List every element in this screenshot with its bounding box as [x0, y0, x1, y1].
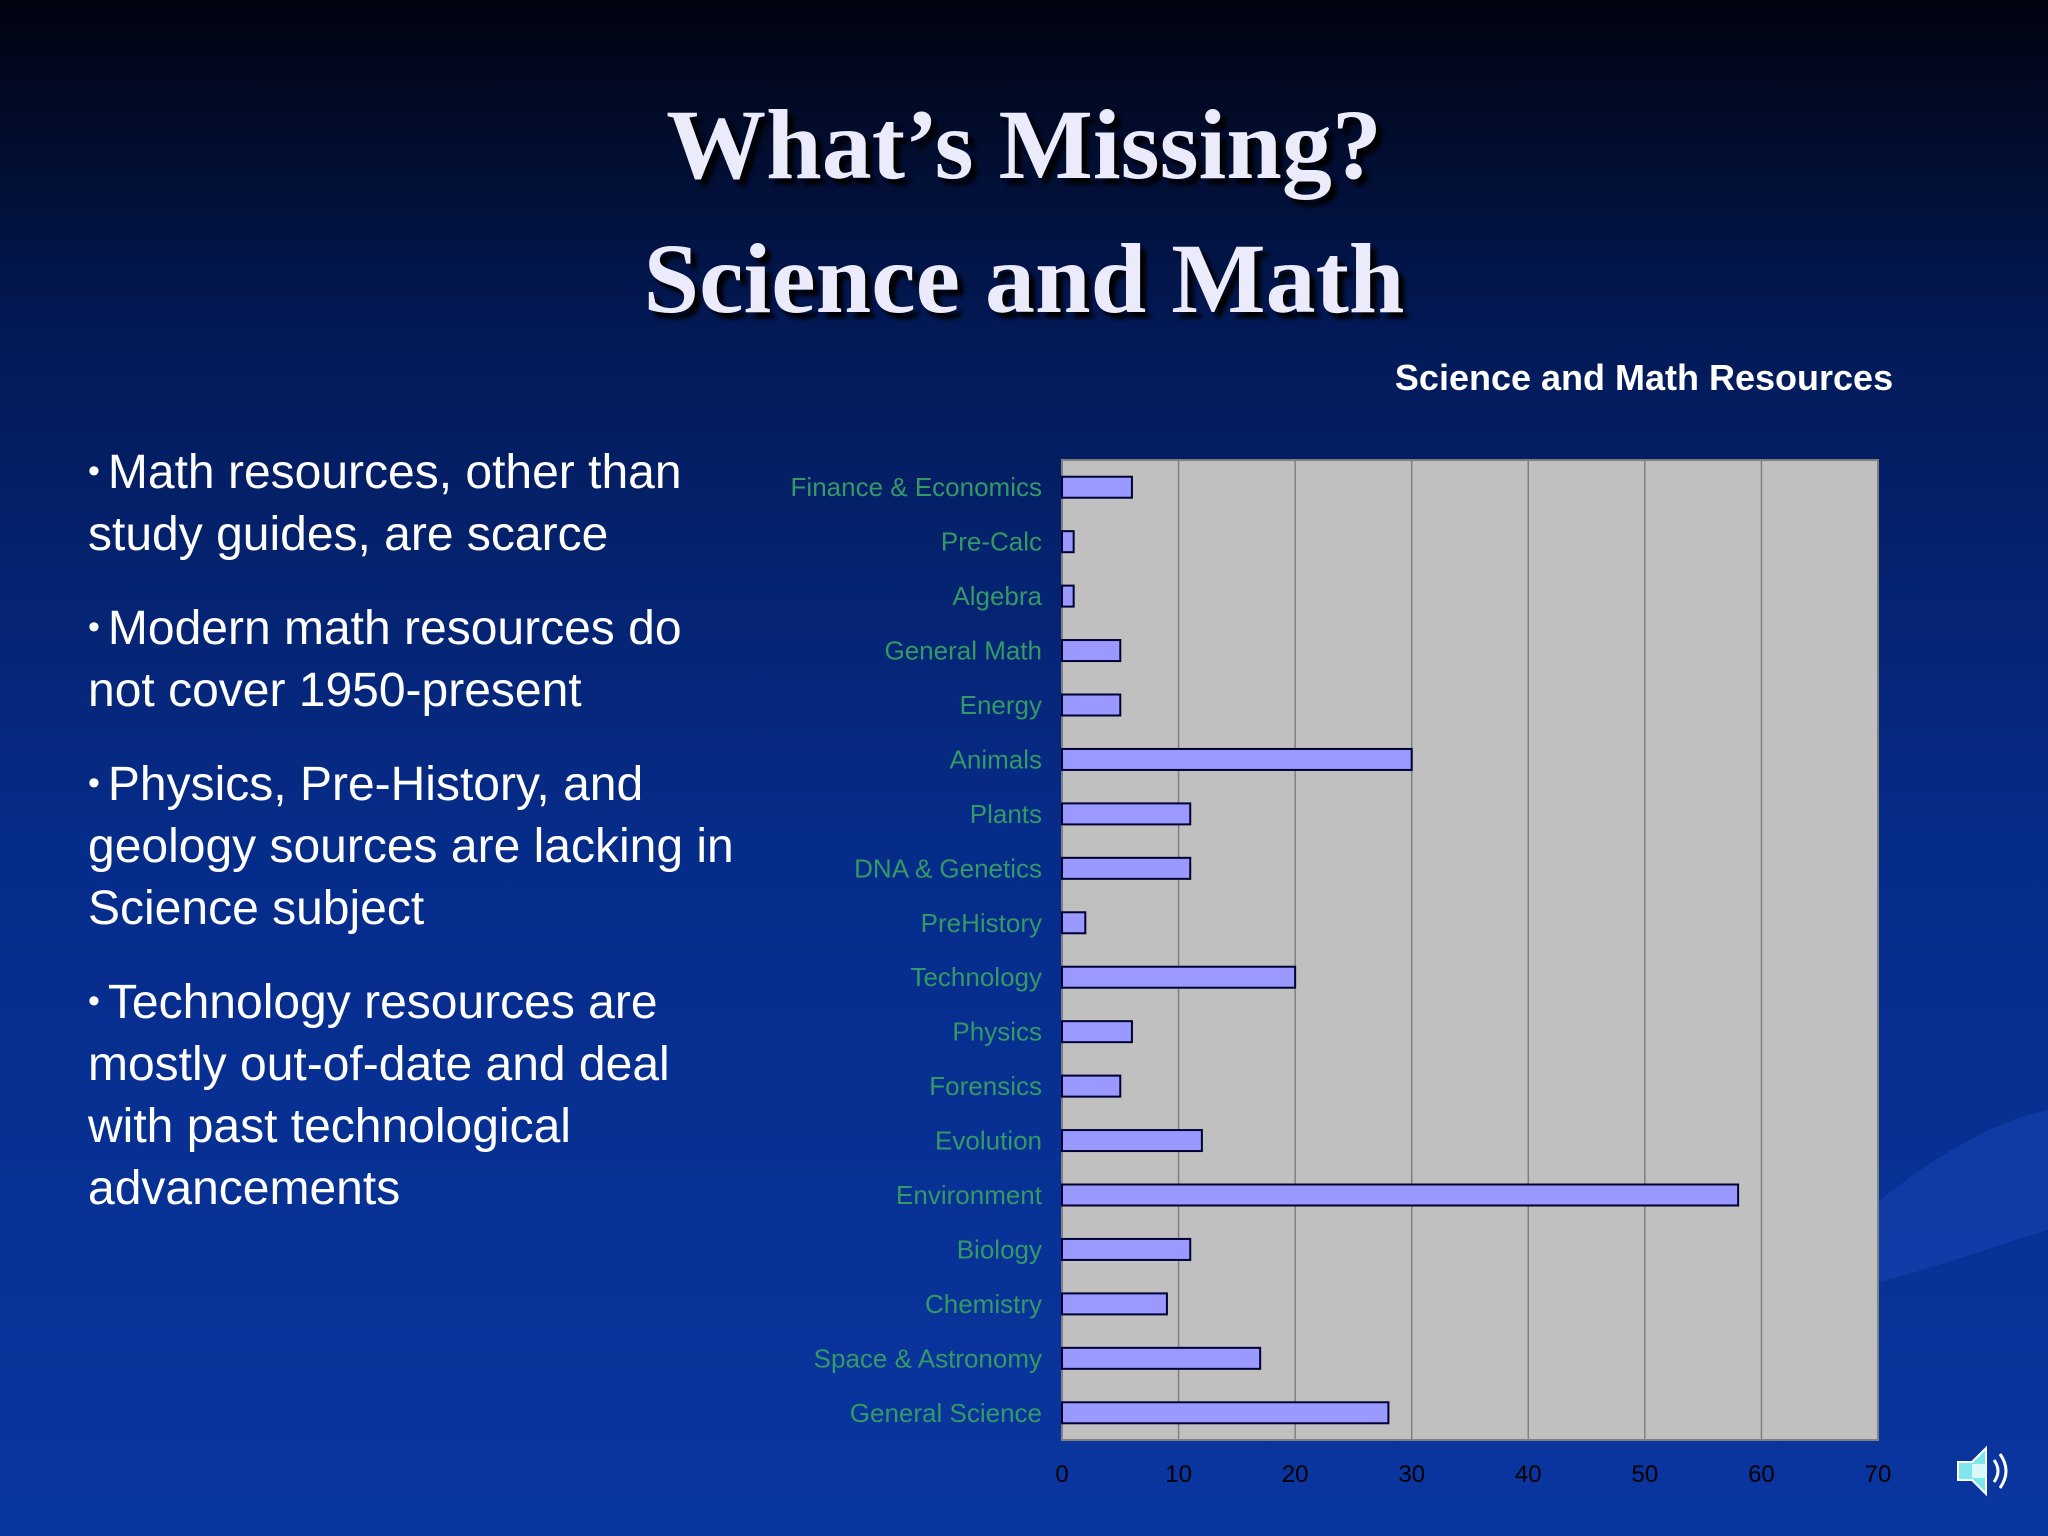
category-label: Animals	[949, 744, 1042, 775]
bar	[1062, 1021, 1132, 1042]
bullet-item	[88, 596, 748, 722]
bullet-list	[88, 440, 748, 1250]
bar-chart	[740, 340, 1940, 1490]
category-label: Pre-Calc	[940, 526, 1042, 557]
category-label: Biology	[956, 1234, 1042, 1265]
x-tick-label: 60	[1748, 1461, 1775, 1488]
bullet-item	[88, 970, 748, 1220]
bar	[1062, 1130, 1202, 1151]
category-label: Plants	[969, 798, 1042, 829]
bullet-text: Technology resources are mostly out-of-date and deal with past technological advancements	[88, 976, 670, 1215]
bar	[1062, 749, 1412, 770]
category-label: Environment	[896, 1180, 1042, 1210]
category-label: PreHistory	[920, 907, 1042, 938]
bar	[1062, 967, 1295, 988]
category-label: Space & Astronomy	[813, 1343, 1042, 1374]
x-tick-label: 20	[1281, 1461, 1309, 1488]
x-tick-label: 0	[1055, 1461, 1069, 1488]
bar	[1062, 531, 1074, 552]
bullet-dot: •	[88, 982, 100, 1020]
x-tick-label: 40	[1514, 1461, 1542, 1488]
category-label: Physics	[952, 1016, 1042, 1047]
title-line-1: What’s Missing?	[666, 89, 1382, 200]
x-tick-label: 70	[1864, 1461, 1892, 1488]
category-label: Technology	[910, 962, 1042, 993]
slide-title	[0, 78, 2048, 346]
bar	[1062, 1239, 1190, 1260]
title-line-2: Science and Math	[643, 223, 1405, 334]
category-label: General Science	[849, 1397, 1042, 1428]
category-label: Forensics	[929, 1071, 1042, 1102]
bullet-text: Physics, Pre-History, and geology sources are lacking in Science subject	[88, 758, 734, 935]
bullet-dot: •	[88, 764, 100, 802]
category-label: General Math	[884, 635, 1042, 666]
category-label: Finance & Economics	[790, 472, 1042, 503]
category-label: Evolution	[935, 1125, 1042, 1156]
bar	[1062, 1185, 1738, 1206]
category-label: Chemistry	[924, 1288, 1042, 1319]
bullet-dot: •	[88, 608, 100, 646]
bar	[1062, 1076, 1120, 1097]
bar	[1062, 1402, 1388, 1423]
bullet-item	[88, 440, 748, 566]
bullet-text: Modern math resources do not cover 1950-present	[88, 602, 682, 717]
x-tick-label: 50	[1631, 1461, 1659, 1488]
chart-title: Science and Math Resources	[1394, 357, 1894, 398]
speaker-icon[interactable]	[1950, 1436, 2020, 1506]
category-label: Algebra	[952, 581, 1042, 612]
bar	[1062, 912, 1085, 933]
bar	[1062, 858, 1190, 879]
plot-area	[1062, 460, 1878, 1440]
bar	[1062, 695, 1120, 716]
bar	[1062, 477, 1132, 498]
category-label: DNA & Genetics	[854, 853, 1042, 884]
chart-svg	[740, 340, 1940, 1490]
bar	[1062, 1348, 1260, 1369]
bar	[1062, 586, 1074, 607]
bullet-text: Math resources, other than study guides, are scarce	[88, 446, 682, 561]
x-tick-label: 30	[1398, 1461, 1426, 1488]
bar	[1062, 1293, 1167, 1314]
bar	[1062, 803, 1190, 824]
bullet-item	[88, 752, 748, 940]
category-label: Energy	[959, 690, 1042, 720]
bullet-dot: •	[88, 452, 100, 490]
x-tick-label: 10	[1165, 1461, 1192, 1488]
bar	[1062, 640, 1120, 661]
